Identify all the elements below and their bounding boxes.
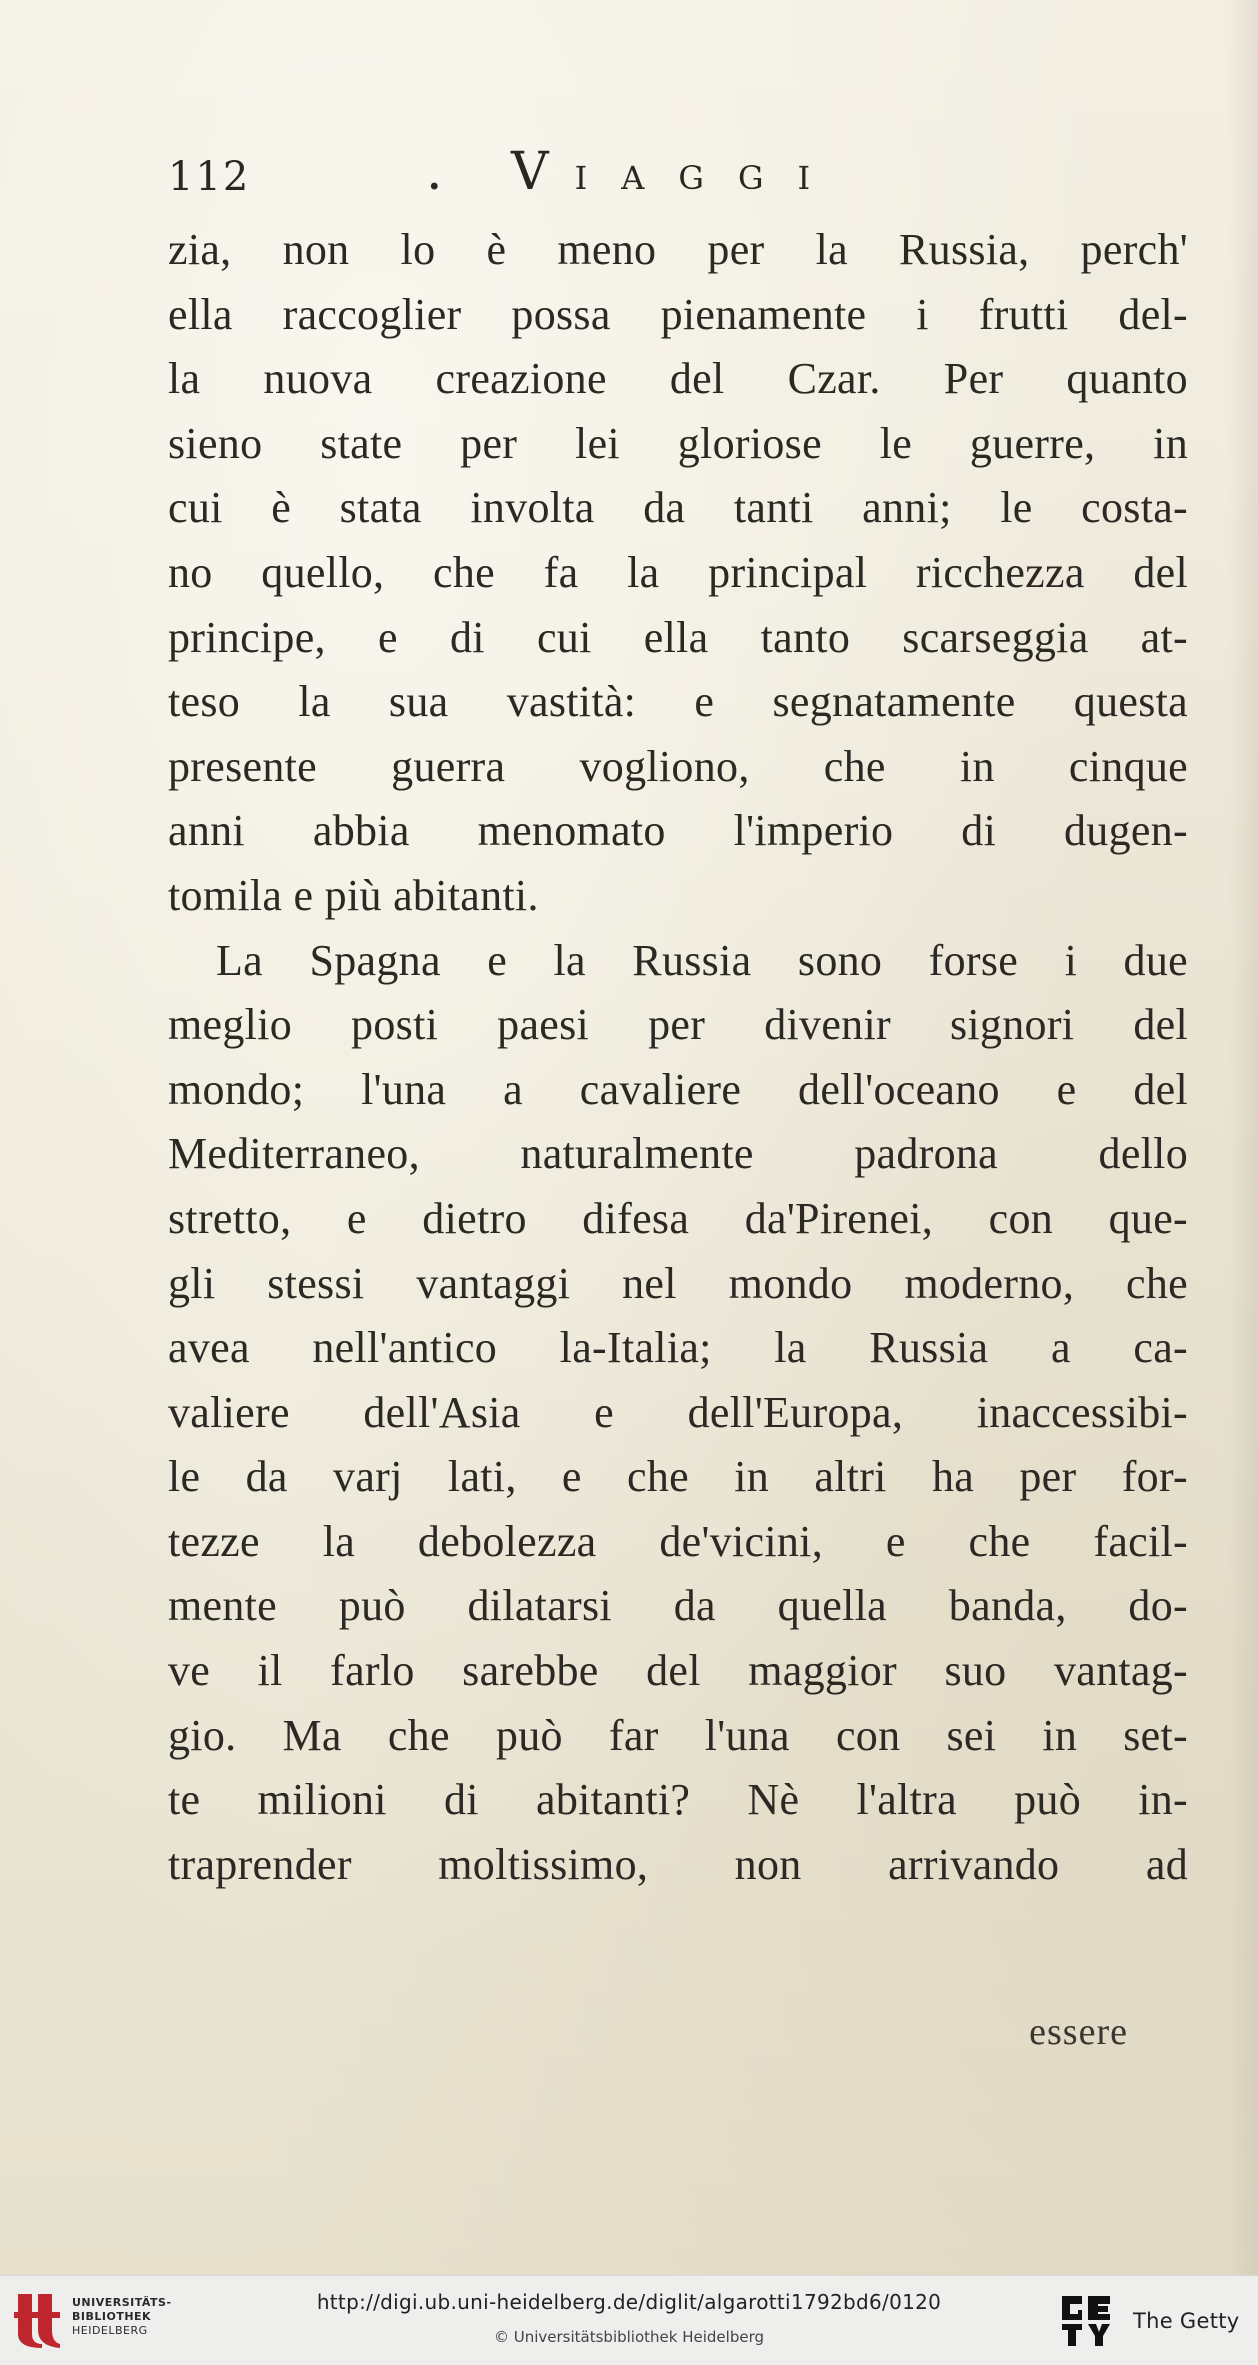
text-line: anni abbia menomato l'imperio di dugen- [168,806,1188,856]
text-line: La Spagna e la Russia sono forse i due [216,935,1188,985]
text-line: presente guerra vogliono, che in cinque [168,741,1188,791]
text-line: Mediterraneo, naturalmente padrona dello [168,1129,1188,1179]
text-line: le da varj lati, e che in altri ha per for- [168,1452,1188,1502]
copyright-notice: © Universitätsbibliothek Heidelberg [493,2328,764,2346]
catchword: essere [1029,2011,1128,2053]
text-line: ella raccoglier possa pienamente i frutti del- [168,289,1188,339]
running-head-rest: IAGGI [574,159,845,197]
viewer-footer [0,2275,1258,2365]
text-line: traprender moltissimo, non arrivando ad [168,1839,1188,1889]
text-line: sieno state per lei gloriose le guerre, in [168,418,1188,468]
page-edge-shadow [1228,0,1258,2275]
partner-name[interactable]: The Getty [1133,2309,1240,2333]
body-text [168,218,1188,1897]
text-line: ve il farlo sarebbe del maggior suo vantag- [168,1646,1188,1696]
running-head-initial: . V [426,142,575,202]
page-number: 112 [168,154,251,200]
text-line: avea nell'antico la-Italia; la Russia a ca- [168,1323,1188,1373]
text-line: tomila e più abitanti. [168,870,539,920]
page-header [168,142,1188,212]
text-line: te milioni di abitanti? Nè l'altra può in- [168,1775,1188,1825]
text-line: stretto, e dietro difesa da'Pirenei, con que- [168,1193,1188,1243]
library-name-line: BIBLIOTHEK [72,2310,152,2323]
permalink-url[interactable]: http://digi.ub.uni-heidelberg.de/diglit/algarotti1792bd6/0120 [316,2290,942,2314]
text-line: mondo; l'una a cavaliere dell'oceano e del [168,1064,1188,1114]
text-line: gio. Ma che può far l'una con sei in set- [168,1710,1188,1760]
text-line: la nuova creazione del Czar. Per quanto [168,354,1188,404]
text-line: principe, e di cui ella tanto scarseggia at- [168,612,1188,662]
text-line: meglio posti paesi per divenir signori del [168,1000,1188,1050]
library-name-line: UNIVERSITÄTS- [72,2296,172,2309]
text-line: cui è stata involta da tanti anni; le costa- [168,483,1188,533]
text-line: gli stessi vantaggi nel mondo moderno, che [168,1258,1188,1308]
getty-logo-icon[interactable] [1058,2292,1114,2350]
text-line: tezze la debolezza de'vicini, e che facil- [168,1516,1188,1566]
text-line: zia, non lo è meno per la Russia, perch' [168,225,1188,274]
library-name-line: HEIDELBERG [72,2324,148,2337]
text-line: no quello, che fa la principal ricchezza del [168,547,1188,597]
text-line: mente può dilatarsi da quella banda, do- [168,1581,1188,1631]
text-line: valiere dell'Asia e dell'Europa, inaccessibi- [168,1387,1188,1437]
running-head [426,142,844,202]
text-line: teso la sua vastità: e segnatamente questa [168,677,1188,727]
